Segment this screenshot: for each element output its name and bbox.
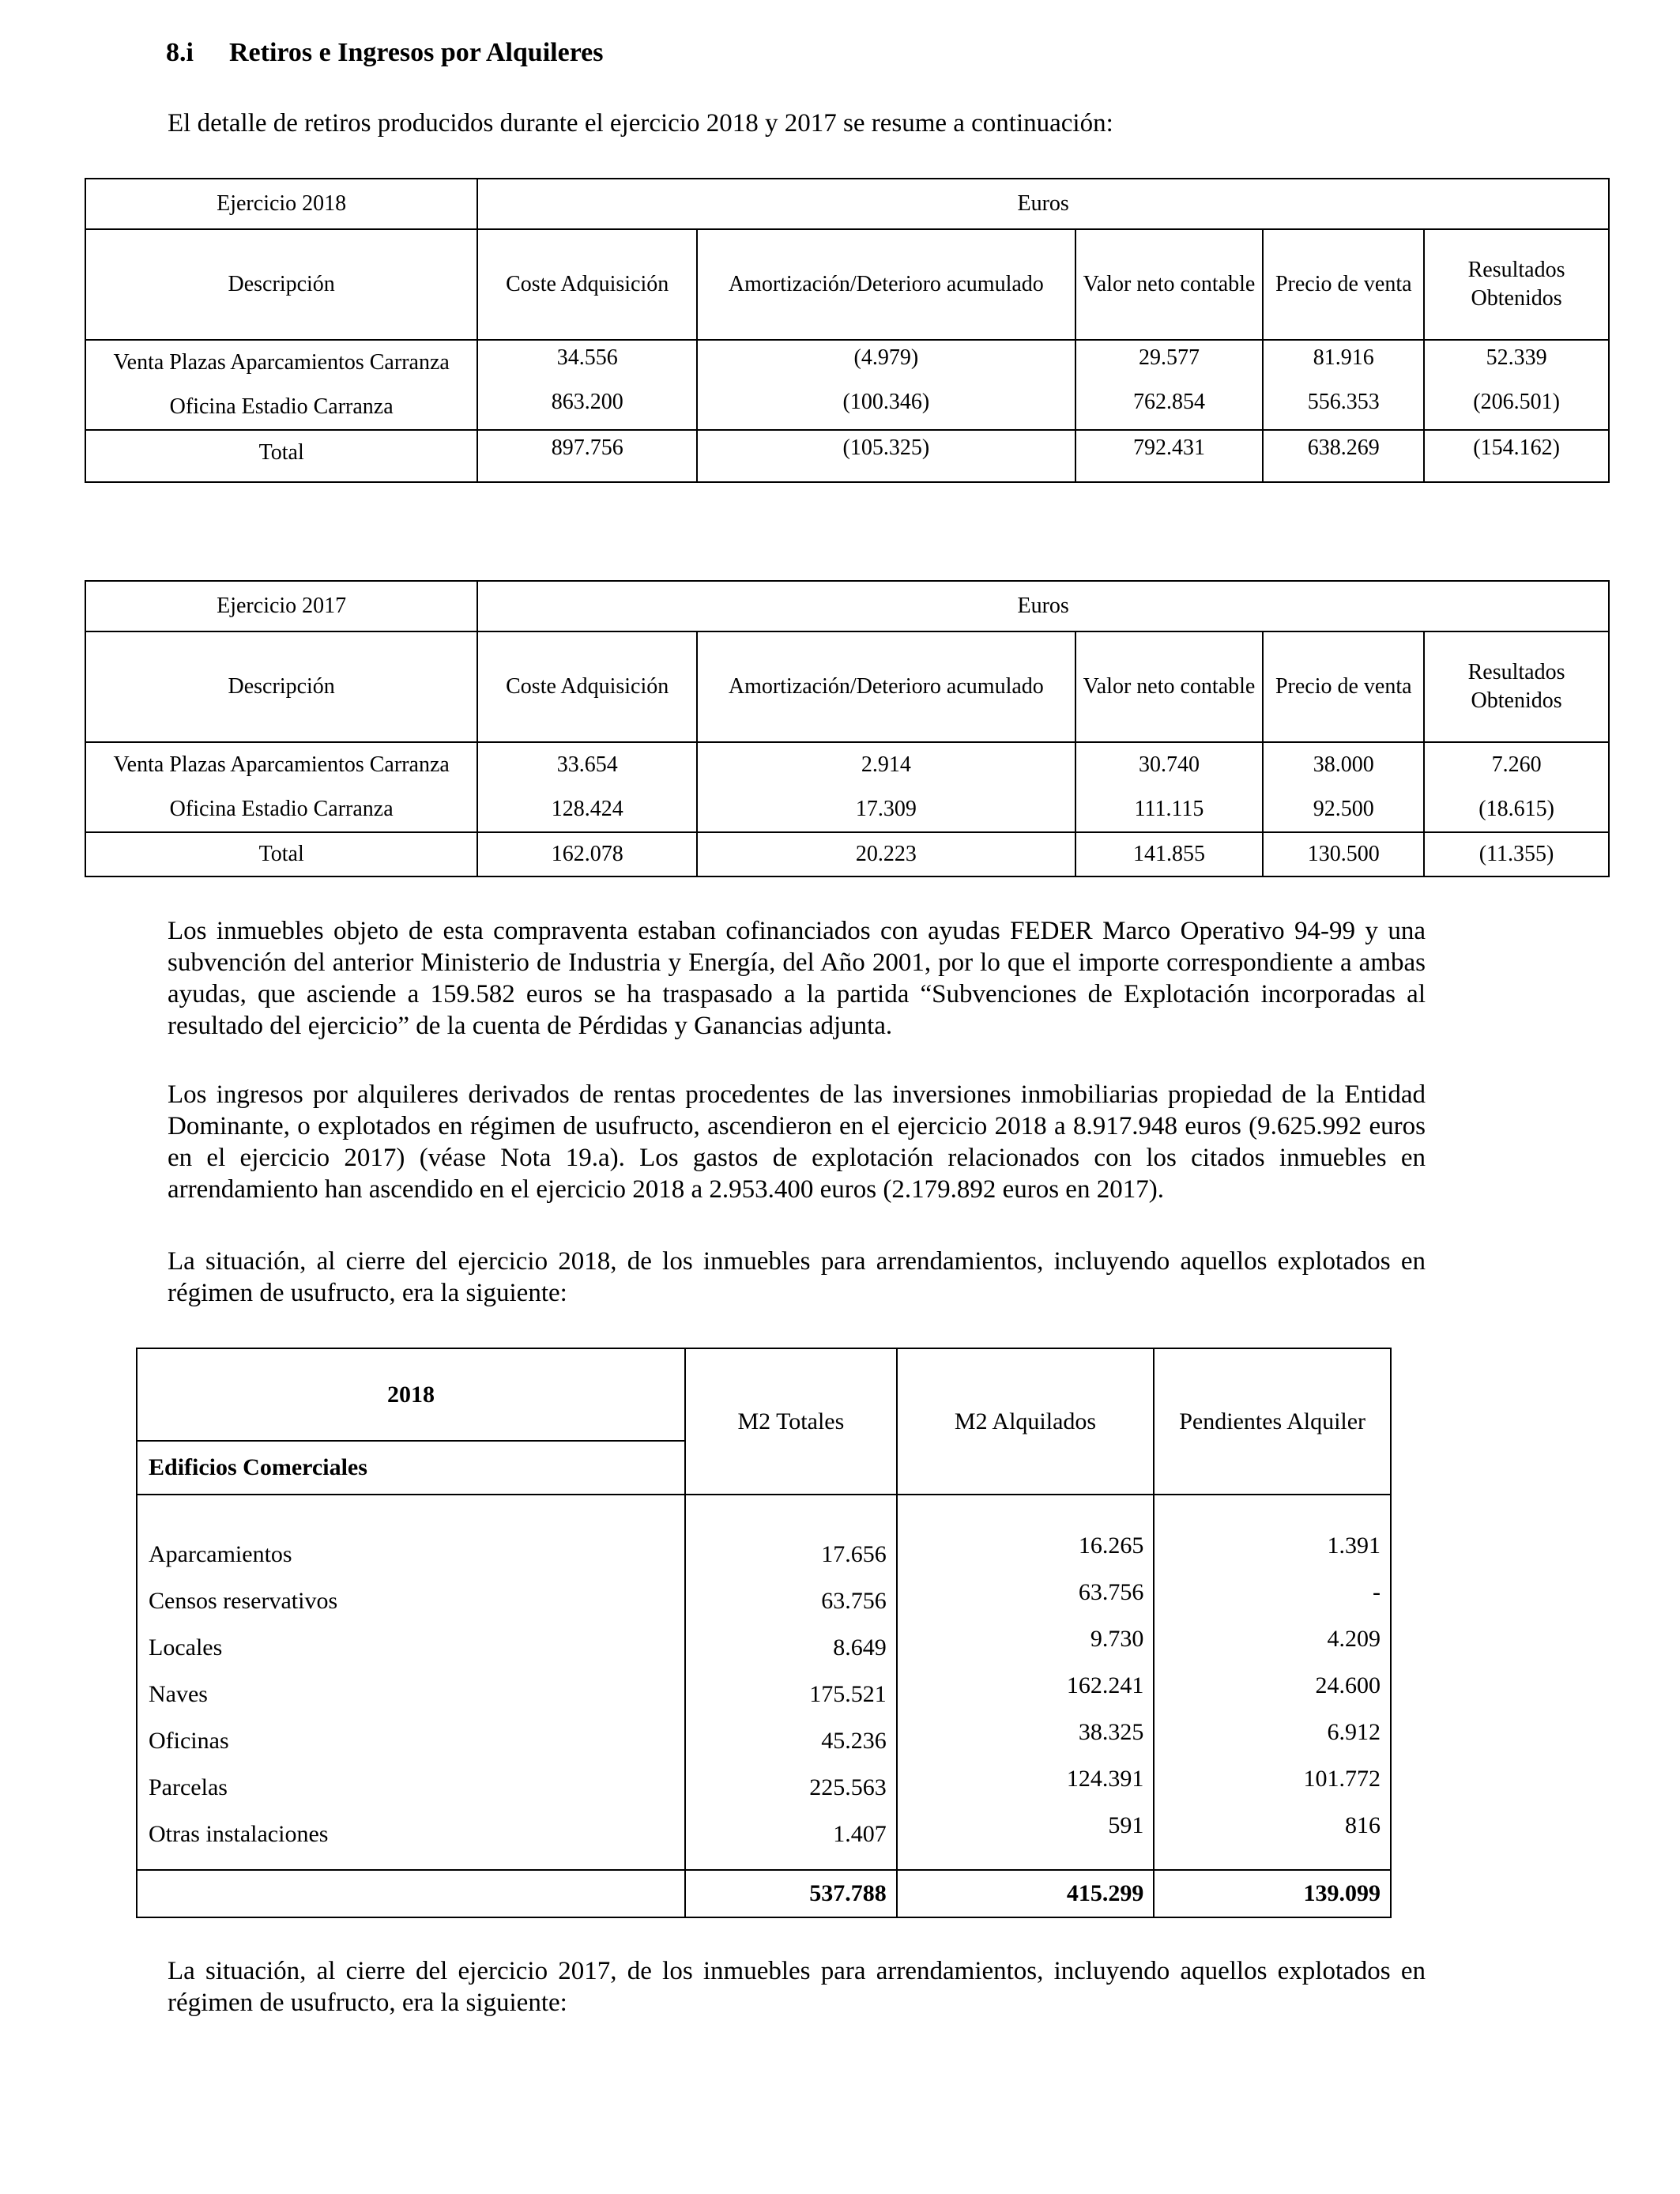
resultados-cell <box>1424 340 1609 430</box>
total-value: 141.855 <box>1075 832 1264 876</box>
total-value: (105.325) <box>697 430 1075 482</box>
total-value: 897.756 <box>477 430 697 482</box>
currency-header: Euros <box>477 179 1609 229</box>
lease-value: 591 <box>1108 1812 1144 1838</box>
paragraph-feder: Los inmuebles objeto de esta compraventa estaban cofinanciados con ayudas FEDER Marco Operativo 94-99 y una subvención del anterior Ministerio de Industria y Energía, del Año 2001, por lo que el importe correspondiente a ambas ayudas, que asciende a 159.582 euros se ha traspasado a la partida “Subvenciones de Explotación incorporadas al resultado del ejercicio” de la cuenta de Pérdidas y Ganancias adjunta. <box>168 917 1426 1040</box>
lease-table-2018 <box>136 1348 1392 1918</box>
header-amortizacion: Amortización/Deterioro acumulado <box>697 631 1075 742</box>
lease-pendientes-cell <box>1154 1495 1391 1870</box>
value: 863.200 <box>551 390 623 414</box>
description-cell <box>85 340 477 430</box>
header-coste: Coste Adquisición <box>477 229 697 340</box>
value: 556.353 <box>1307 390 1380 414</box>
intro-text: El detalle de retiros producidos durante el ejercicio 2018 y 2017 se resume a continuación: <box>168 109 1113 138</box>
lease-alquilados-cell <box>897 1495 1155 1870</box>
lease-value: 45.236 <box>821 1728 887 1754</box>
paragraph-situacion-2018: La situación, al cierre del ejercicio 2018, de los inmuebles para arrendamientos, incluyendo aquellos explotados en régimen de usufructo, era la siguiente: <box>168 1247 1426 1307</box>
header-precio-venta: Precio de venta <box>1263 229 1424 340</box>
lease-header-label-cell <box>137 1348 685 1495</box>
value: 38.000 <box>1313 752 1374 777</box>
lease-row-label: Parcelas <box>149 1774 228 1800</box>
precio-venta-cell <box>1263 742 1424 832</box>
lease-section-label: Edificios Comerciales <box>149 1454 367 1480</box>
header-coste: Coste Adquisición <box>477 631 697 742</box>
lease-total-totales: 537.788 <box>685 1870 897 1917</box>
lease-total-alquilados: 415.299 <box>897 1870 1155 1917</box>
lease-col-alquilados: M2 Alquilados <box>897 1348 1155 1495</box>
header-precio-venta: Precio de venta <box>1263 631 1424 742</box>
header-valor-neto: Valor neto contable <box>1075 229 1264 340</box>
lease-value: 63.756 <box>1078 1579 1144 1605</box>
value: 762.854 <box>1133 390 1205 414</box>
value: 17.309 <box>855 797 917 821</box>
value: 30.740 <box>1139 752 1200 777</box>
lease-value: 4.209 <box>1327 1626 1381 1652</box>
row-label: Oficina Estadio Carranza <box>169 797 394 821</box>
lease-value: 16.265 <box>1078 1532 1144 1559</box>
header-descripcion: Descripción <box>85 229 477 340</box>
lease-col-pendientes: Pendientes Alquiler <box>1154 1348 1391 1495</box>
lease-row-label: Locales <box>149 1634 223 1661</box>
valor-neto-cell <box>1075 340 1264 430</box>
value: (100.346) <box>842 390 930 414</box>
value: 2.914 <box>861 752 911 777</box>
valor-neto-cell <box>1075 742 1264 832</box>
total-value: 162.078 <box>477 832 697 876</box>
value: (206.501) <box>1473 390 1560 414</box>
paragraph-situacion-2017: La situación, al cierre del ejercicio 2017, de los inmuebles para arrendamientos, incluyendo aquellos explotados en régimen de usufructo, era la siguiente: <box>168 1957 1426 2017</box>
precio-venta-cell <box>1263 340 1424 430</box>
row-label: Oficina Estadio Carranza <box>169 394 394 419</box>
lease-value: - <box>1373 1579 1381 1605</box>
value: 52.339 <box>1486 345 1547 370</box>
header-descripcion: Descripción <box>85 631 477 742</box>
year-label-cell: Ejercicio 2017 <box>85 581 477 631</box>
lease-value: 124.391 <box>1066 1766 1144 1792</box>
header-amortizacion: Amortización/Deterioro acumulado <box>697 229 1075 340</box>
lease-value: 24.600 <box>1315 1672 1381 1698</box>
lease-value: 101.772 <box>1303 1766 1381 1792</box>
paragraph-ingresos: Los ingresos por alquileres derivados de rentas procedentes de las inversiones inmobiliarias propiedad de la Entidad Dominante, o explotados en régimen de usufructo, ascendieron en el ejercicio 2018 a 8.917.948 euros (9.625.992 euros en el ejercicio 2017) (véase Nota 19.a). Los gastos de explotación relacionados con los citados inmuebles en arrendamiento han ascendido en el ejercicio 2018 a 2.953.400 euros (2.179.892 euros en 2017). <box>168 1080 1426 1204</box>
lease-row-label: Oficinas <box>149 1728 229 1754</box>
value: 7.260 <box>1491 752 1542 777</box>
description-cell <box>85 742 477 832</box>
lease-row-label: Otras instalaciones <box>149 1821 329 1847</box>
value: 29.577 <box>1139 345 1200 370</box>
lease-year: 2018 <box>137 1349 684 1442</box>
value: (4.979) <box>853 345 919 370</box>
total-value: (154.162) <box>1424 430 1609 482</box>
value: 81.916 <box>1313 345 1374 370</box>
lease-row-label: Aparcamientos <box>149 1541 292 1567</box>
lease-value: 816 <box>1345 1812 1381 1838</box>
lease-value: 38.325 <box>1078 1719 1144 1745</box>
total-label: Total <box>85 832 477 876</box>
row-label: Venta Plazas Aparcamientos Carranza <box>113 752 450 777</box>
value: 128.424 <box>551 797 623 821</box>
lease-value: 162.241 <box>1066 1672 1144 1698</box>
total-value: 792.431 <box>1075 430 1264 482</box>
lease-total-pendientes: 139.099 <box>1154 1870 1391 1917</box>
lease-col-totales: M2 Totales <box>685 1348 897 1495</box>
lease-value: 6.912 <box>1327 1719 1381 1745</box>
total-value: 638.269 <box>1263 430 1424 482</box>
value: (18.615) <box>1478 797 1554 821</box>
retiros-table-2017 <box>85 580 1610 877</box>
value: 34.556 <box>556 345 618 370</box>
amortizacion-cell <box>697 340 1075 430</box>
lease-row-label: Naves <box>149 1681 208 1707</box>
lease-value: 17.656 <box>821 1541 887 1567</box>
header-resultados: Resultados Obtenidos <box>1424 229 1609 340</box>
section-number: 8.i <box>166 38 194 67</box>
value: 33.654 <box>556 752 618 777</box>
lease-labels-cell <box>137 1495 685 1870</box>
amortizacion-cell <box>697 742 1075 832</box>
lease-value: 9.730 <box>1090 1626 1144 1652</box>
year-label-cell: Ejercicio 2018 <box>85 179 477 229</box>
header-valor-neto: Valor neto contable <box>1075 631 1264 742</box>
coste-cell <box>477 742 697 832</box>
value: 92.500 <box>1313 797 1374 821</box>
lease-value: 1.407 <box>833 1821 887 1847</box>
total-label: Total <box>85 430 477 482</box>
lease-value: 1.391 <box>1327 1532 1381 1559</box>
lease-value: 225.563 <box>809 1774 887 1800</box>
lease-row-label: Censos reservativos <box>149 1588 338 1614</box>
lease-value: 175.521 <box>809 1681 887 1707</box>
resultados-cell <box>1424 742 1609 832</box>
retiros-table-2018 <box>85 178 1610 483</box>
lease-value: 8.649 <box>833 1634 887 1661</box>
total-value: 20.223 <box>697 832 1075 876</box>
section-title: Retiros e Ingresos por Alquileres <box>229 38 604 67</box>
header-resultados: Resultados Obtenidos <box>1424 631 1609 742</box>
section-heading <box>166 38 604 68</box>
total-value: (11.355) <box>1424 832 1609 876</box>
row-label: Venta Plazas Aparcamientos Carranza <box>113 350 450 375</box>
lease-total-label-cell <box>137 1870 685 1917</box>
lease-value: 63.756 <box>821 1588 887 1614</box>
currency-header: Euros <box>477 581 1609 631</box>
lease-totales-cell <box>685 1495 897 1870</box>
value: 111.115 <box>1134 797 1204 821</box>
coste-cell <box>477 340 697 430</box>
total-value: 130.500 <box>1263 832 1424 876</box>
